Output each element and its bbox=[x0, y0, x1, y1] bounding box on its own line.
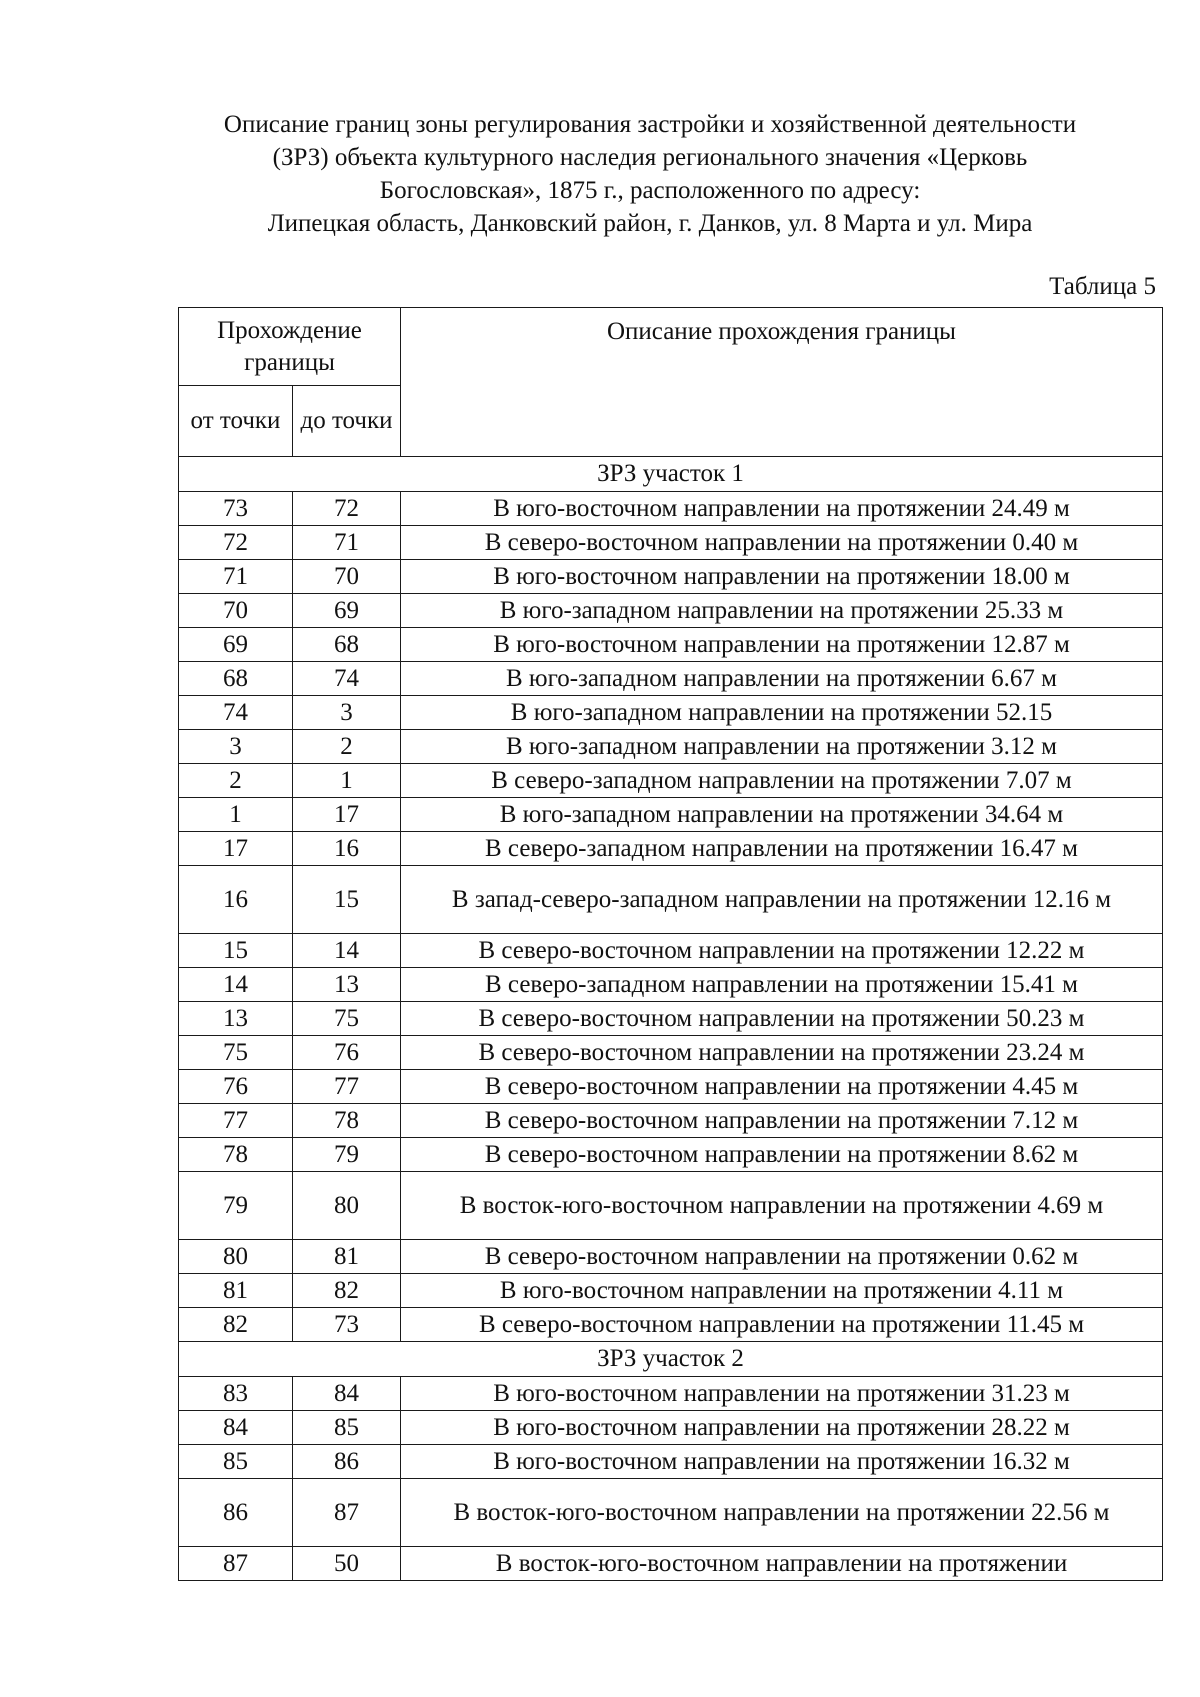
point-from-cell: 75 bbox=[179, 1036, 293, 1070]
description-cell: В юго-западном направлении на протяжении 3.12 м bbox=[401, 730, 1163, 764]
point-from-cell: 77 bbox=[179, 1104, 293, 1138]
description-cell: В северо-западном направлении на протяжении 15.41 м bbox=[401, 968, 1163, 1002]
point-to-cell: 15 bbox=[293, 866, 401, 934]
description-cell: В северо-западном направлении на протяжении 7.07 м bbox=[401, 764, 1163, 798]
table-row bbox=[179, 1274, 1163, 1308]
description-cell: В северо-восточном направлении на протяжении 4.45 м bbox=[401, 1070, 1163, 1104]
table-row bbox=[179, 934, 1163, 968]
table-row bbox=[179, 866, 1163, 934]
point-to-cell: 72 bbox=[293, 492, 401, 526]
point-from-cell: 86 bbox=[179, 1479, 293, 1547]
table-row bbox=[179, 1002, 1163, 1036]
point-to-cell: 70 bbox=[293, 560, 401, 594]
point-from-cell: 16 bbox=[179, 866, 293, 934]
table-row bbox=[179, 968, 1163, 1002]
point-to-cell: 86 bbox=[293, 1445, 401, 1479]
point-to-cell: 1 bbox=[293, 764, 401, 798]
description-cell: В восток-юго-восточном направлении на протяжении 4.69 м bbox=[401, 1172, 1163, 1240]
table-caption: Таблица 5 bbox=[1049, 273, 1156, 300]
document-title bbox=[120, 108, 1180, 240]
description-cell: В северо-восточном направлении на протяжении 7.12 м bbox=[401, 1104, 1163, 1138]
section-label: ЗРЗ участок 2 bbox=[179, 1342, 1163, 1377]
point-to-cell: 79 bbox=[293, 1138, 401, 1172]
table-row bbox=[179, 730, 1163, 764]
point-from-cell: 13 bbox=[179, 1002, 293, 1036]
point-to-cell: 80 bbox=[293, 1172, 401, 1240]
point-from-cell: 1 bbox=[179, 798, 293, 832]
point-from-cell: 72 bbox=[179, 526, 293, 560]
point-from-cell: 84 bbox=[179, 1411, 293, 1445]
description-cell: В юго-восточном направлении на протяжении 12.87 м bbox=[401, 628, 1163, 662]
point-from-cell: 82 bbox=[179, 1308, 293, 1342]
point-from-cell: 70 bbox=[179, 594, 293, 628]
description-cell: В юго-восточном направлении на протяжении 18.00 м bbox=[401, 560, 1163, 594]
point-from-cell: 81 bbox=[179, 1274, 293, 1308]
point-to-cell: 81 bbox=[293, 1240, 401, 1274]
point-from-cell: 78 bbox=[179, 1138, 293, 1172]
point-to-cell: 74 bbox=[293, 662, 401, 696]
table-row bbox=[179, 696, 1163, 730]
point-from-cell: 15 bbox=[179, 934, 293, 968]
header-description: Описание прохождения границы bbox=[401, 308, 1163, 457]
point-to-cell: 69 bbox=[293, 594, 401, 628]
description-cell: В запад-северо-западном направлении на протяжении 12.16 м bbox=[401, 866, 1163, 934]
point-from-cell: 76 bbox=[179, 1070, 293, 1104]
table-row bbox=[179, 1377, 1163, 1411]
point-to-cell: 17 bbox=[293, 798, 401, 832]
header-passage: Прохождение границы bbox=[179, 308, 401, 386]
table-row bbox=[179, 662, 1163, 696]
point-to-cell: 3 bbox=[293, 696, 401, 730]
point-from-cell: 71 bbox=[179, 560, 293, 594]
section-row bbox=[179, 1342, 1163, 1377]
point-from-cell: 87 bbox=[179, 1547, 293, 1581]
point-to-cell: 71 bbox=[293, 526, 401, 560]
description-cell: В юго-восточном направлении на протяжении 16.32 м bbox=[401, 1445, 1163, 1479]
point-to-cell: 14 bbox=[293, 934, 401, 968]
table-row bbox=[179, 560, 1163, 594]
point-to-cell: 16 bbox=[293, 832, 401, 866]
description-cell: В юго-западном направлении на протяжении 6.67 м bbox=[401, 662, 1163, 696]
description-cell: В юго-западном направлении на протяжении 52.15 bbox=[401, 696, 1163, 730]
description-cell: В северо-восточном направлении на протяжении 12.22 м bbox=[401, 934, 1163, 968]
table-row bbox=[179, 526, 1163, 560]
table-row bbox=[179, 764, 1163, 798]
point-from-cell: 69 bbox=[179, 628, 293, 662]
description-cell: В северо-восточном направлении на протяжении 0.62 м bbox=[401, 1240, 1163, 1274]
description-cell: В юго-восточном направлении на протяжении 28.22 м bbox=[401, 1411, 1163, 1445]
point-to-cell: 82 bbox=[293, 1274, 401, 1308]
description-cell: В северо-восточном направлении на протяжении 23.24 м bbox=[401, 1036, 1163, 1070]
description-cell: В восток-юго-восточном направлении на протяжении 22.56 м bbox=[401, 1479, 1163, 1547]
description-cell: В юго-восточном направлении на протяжении 4.11 м bbox=[401, 1274, 1163, 1308]
description-cell: В северо-восточном направлении на протяжении 50.23 м bbox=[401, 1002, 1163, 1036]
table-row bbox=[179, 1070, 1163, 1104]
point-from-cell: 83 bbox=[179, 1377, 293, 1411]
header-to: до точки bbox=[293, 386, 401, 457]
table-row bbox=[179, 1036, 1163, 1070]
table-row bbox=[179, 1411, 1163, 1445]
point-to-cell: 85 bbox=[293, 1411, 401, 1445]
table-body bbox=[179, 457, 1163, 1581]
point-from-cell: 80 bbox=[179, 1240, 293, 1274]
table-row bbox=[179, 594, 1163, 628]
table-row bbox=[179, 1240, 1163, 1274]
point-to-cell: 73 bbox=[293, 1308, 401, 1342]
point-to-cell: 13 bbox=[293, 968, 401, 1002]
point-from-cell: 73 bbox=[179, 492, 293, 526]
point-from-cell: 2 bbox=[179, 764, 293, 798]
title-line: Липецкая область, Данковский район, г. Данков, ул. 8 Марта и ул. Мира bbox=[267, 210, 1033, 237]
point-from-cell: 79 bbox=[179, 1172, 293, 1240]
description-cell: В юго-западном направлении на протяжении 34.64 м bbox=[401, 798, 1163, 832]
section-row bbox=[179, 457, 1163, 492]
title-line: Описание границ зоны регулирования застройки и хозяйственной деятельности bbox=[223, 111, 1077, 138]
point-to-cell: 68 bbox=[293, 628, 401, 662]
point-from-cell: 68 bbox=[179, 662, 293, 696]
title-line: Богословская», 1875 г., расположенного по адресу: bbox=[379, 177, 921, 204]
header-from: от точки bbox=[179, 386, 293, 457]
table-row bbox=[179, 628, 1163, 662]
title-line: (ЗРЗ) объекта культурного наследия регионального значения «Церковь bbox=[272, 144, 1028, 171]
section-label: ЗРЗ участок 1 bbox=[179, 457, 1163, 492]
point-to-cell: 84 bbox=[293, 1377, 401, 1411]
table-row bbox=[179, 1445, 1163, 1479]
description-cell: В юго-восточном направлении на протяжении 24.49 м bbox=[401, 492, 1163, 526]
point-from-cell: 85 bbox=[179, 1445, 293, 1479]
point-to-cell: 50 bbox=[293, 1547, 401, 1581]
table-row bbox=[179, 1479, 1163, 1547]
point-to-cell: 78 bbox=[293, 1104, 401, 1138]
description-cell: В северо-восточном направлении на протяжении 11.45 м bbox=[401, 1308, 1163, 1342]
point-from-cell: 74 bbox=[179, 696, 293, 730]
table-row bbox=[179, 492, 1163, 526]
description-cell: В юго-западном направлении на протяжении 25.33 м bbox=[401, 594, 1163, 628]
table-row bbox=[179, 832, 1163, 866]
description-cell: В северо-восточном направлении на протяжении 0.40 м bbox=[401, 526, 1163, 560]
table-row bbox=[179, 1104, 1163, 1138]
description-cell: В восток-юго-восточном направлении на протяжении bbox=[401, 1547, 1163, 1581]
point-to-cell: 76 bbox=[293, 1036, 401, 1070]
point-from-cell: 14 bbox=[179, 968, 293, 1002]
description-cell: В северо-западном направлении на протяжении 16.47 м bbox=[401, 832, 1163, 866]
description-cell: В юго-восточном направлении на протяжении 31.23 м bbox=[401, 1377, 1163, 1411]
table-row bbox=[179, 1308, 1163, 1342]
description-cell: В северо-восточном направлении на протяжении 8.62 м bbox=[401, 1138, 1163, 1172]
table-row bbox=[179, 1547, 1163, 1581]
table-row bbox=[179, 1138, 1163, 1172]
point-to-cell: 2 bbox=[293, 730, 401, 764]
point-to-cell: 77 bbox=[293, 1070, 401, 1104]
point-to-cell: 87 bbox=[293, 1479, 401, 1547]
point-from-cell: 3 bbox=[179, 730, 293, 764]
table-row bbox=[179, 798, 1163, 832]
boundary-table bbox=[178, 307, 1163, 1581]
point-to-cell: 75 bbox=[293, 1002, 401, 1036]
point-from-cell: 17 bbox=[179, 832, 293, 866]
table-row bbox=[179, 1172, 1163, 1240]
